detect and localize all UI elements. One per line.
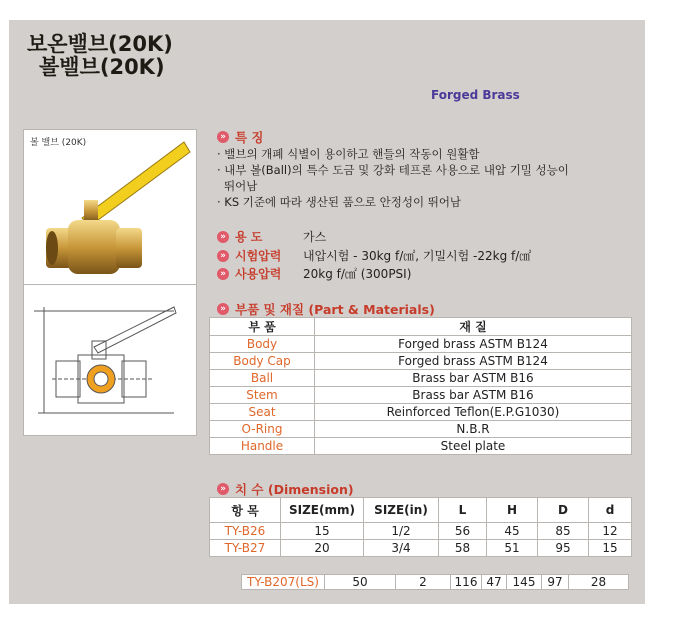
extra-dimension-row [241, 574, 629, 590]
product-photo [23, 129, 197, 287]
table-cell: 97 [542, 575, 569, 590]
table-header-row [210, 498, 632, 523]
column-header: 항 목 [210, 498, 281, 523]
table-cell: 3/4 [364, 540, 439, 557]
table-cell: 56 [439, 523, 487, 540]
part-name: Ball [210, 370, 315, 387]
table-row [210, 404, 632, 421]
model-cell: TY-B26 [210, 523, 281, 540]
table-cell: 51 [487, 540, 538, 557]
part-material: Forged brass ASTM B124 [315, 353, 632, 370]
spec-test-pressure [217, 247, 531, 264]
feature-item: 뛰어남 [224, 179, 258, 193]
table-row [210, 387, 632, 404]
table-cell: 15 [589, 540, 632, 557]
page-title: 보온밸브(20K) [27, 32, 173, 56]
table-cell: 15 [281, 523, 364, 540]
model-cell: TY-B207(LS) [242, 575, 325, 590]
spec-label: 용 도 [235, 230, 263, 244]
table-cell: 1/2 [364, 523, 439, 540]
column-header: SIZE(mm) [281, 498, 364, 523]
valve-drawing-image [24, 285, 196, 435]
arrow-bullet-icon: » [217, 231, 229, 243]
table-cell: 47 [482, 575, 507, 590]
part-material: Reinforced Teflon(E.P.G1030) [315, 404, 632, 421]
part-name: Stem [210, 387, 315, 404]
technical-drawing [23, 284, 197, 436]
spec-value: 가스 [303, 230, 327, 244]
spec-label: 시험압력 [235, 249, 282, 263]
part-material: Brass bar ASTM B16 [315, 370, 632, 387]
part-name: Body [210, 336, 315, 353]
part-name: O-Ring [210, 421, 315, 438]
table-cell: 50 [325, 575, 396, 590]
column-header: D [538, 498, 589, 523]
table-cell: 95 [538, 540, 589, 557]
part-material: Brass bar ASTM B16 [315, 387, 632, 404]
feature-item: · 내부 볼(Ball)의 특수 도금 및 강화 테프론 사용으로 내압 기밀 성능이 [217, 163, 569, 177]
part-name: Body Cap [210, 353, 315, 370]
column-header: 부 품 [210, 318, 315, 336]
table-cell: 28 [569, 575, 629, 590]
table-cell: 12 [589, 523, 632, 540]
column-header: SIZE(in) [364, 498, 439, 523]
table-row [210, 523, 632, 540]
dimensions-section [217, 480, 354, 498]
feature-item: · 밸브의 개폐 식별이 용이하고 핸들의 작동이 원활함 [217, 147, 480, 161]
arrow-bullet-icon: » [217, 250, 229, 262]
table-row [210, 421, 632, 438]
column-header: H [487, 498, 538, 523]
table-cell: 20 [281, 540, 364, 557]
brand-label: Forged Brass [431, 88, 520, 102]
spec-label: 사용압력 [235, 267, 282, 281]
part-name: Handle [210, 438, 315, 455]
spec-value: 20kg f/㎠ (300PSI) [303, 267, 412, 281]
arrow-bullet-icon: » [217, 131, 229, 143]
part-material: Steel plate [315, 438, 632, 455]
arrow-bullet-icon: » [217, 483, 229, 495]
column-header: d [589, 498, 632, 523]
table-cell: 85 [538, 523, 589, 540]
parts-heading: 부품 및 재질 (Part & Materials) [235, 302, 435, 317]
table-cell: 58 [439, 540, 487, 557]
features-heading: 특 징 [235, 130, 264, 145]
part-material: N.B.R [315, 421, 632, 438]
dimensions-heading: 치 수 (Dimension) [235, 482, 354, 497]
photo-caption: 볼 밸브 (20K) [30, 138, 87, 148]
feature-item: · KS 기준에 따라 생산된 품으로 안정성이 뛰어남 [217, 195, 462, 209]
dimensions-table [209, 497, 632, 557]
table-row [210, 370, 632, 387]
table-cell: 45 [487, 523, 538, 540]
table-row [210, 353, 632, 370]
product-sheet [9, 20, 645, 604]
part-name: Seat [210, 404, 315, 421]
ball-valve-image [24, 130, 196, 286]
table-row [210, 336, 632, 353]
column-header: 재 질 [315, 318, 632, 336]
spec-usage [217, 228, 326, 245]
column-header: L [439, 498, 487, 523]
table-row [210, 438, 632, 455]
parts-section [217, 300, 435, 318]
table-row [210, 540, 632, 557]
model-cell: TY-B27 [210, 540, 281, 557]
table-cell: 116 [451, 575, 482, 590]
arrow-bullet-icon: » [217, 268, 229, 280]
table-header-row [210, 318, 632, 336]
parts-table [209, 317, 632, 455]
table-row [242, 575, 629, 590]
arrow-bullet-icon: » [217, 303, 229, 315]
page-subtitle: 볼밸브(20K) [39, 55, 165, 79]
features-section [217, 128, 569, 210]
table-cell: 145 [507, 575, 542, 590]
part-material: Forged brass ASTM B124 [315, 336, 632, 353]
spec-working-pressure [217, 265, 411, 282]
table-cell: 2 [396, 575, 451, 590]
spec-value: 내압시험 - 30kg f/㎠, 기밀시험 -22kg f/㎠ [303, 249, 532, 263]
